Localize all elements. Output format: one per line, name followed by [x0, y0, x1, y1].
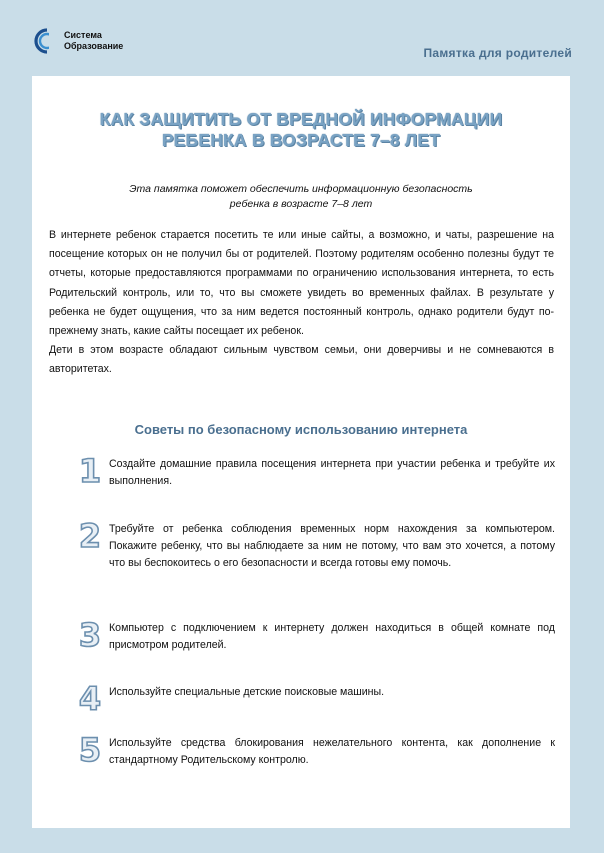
tip-text-3: Компьютер с подключением к интернету должен находиться в общей комнате под присмотром родителей. — [109, 622, 555, 651]
intro-text — [32, 182, 570, 212]
title-line-2: РЕБЕНКА В ВОЗРАСТЕ 7–8 ЛЕТ — [161, 130, 441, 150]
tip-number-2: 2 — [78, 517, 102, 555]
tip-text-2: Требуйте от ребенка соблюдения временных норм нахождения за компьютером. Покажите ребенку, что вы наблюдаете за ним не потому, что вам это хочется, а потому что вы беспокоитесь о его безопасности и всегда готовы ему помочь. — [109, 523, 555, 569]
logo-mark-icon — [34, 24, 60, 58]
tip-text-5: Используйте средства блокирования нежелательного контента, как дополнение к стандартному Родительскому контролю. — [109, 737, 555, 766]
logo-line-2: Образование — [64, 41, 124, 51]
logo-line-1: Система — [64, 30, 102, 40]
logo-text — [64, 30, 123, 52]
intro-line-1: Эта памятка поможет обеспечить информационную безопасность — [129, 183, 473, 195]
intro-line-2: ребенка в возрасте 7–8 лет — [229, 198, 373, 210]
body-paragraph-2: Дети в этом возрасте обладают сильным чувством семьи, они доверчивы и не сомневаются в авторитетах. — [49, 344, 554, 376]
logo — [34, 24, 123, 58]
body-paragraph-1: В интернете ребенок старается посетить те или иные сайты, а возможно, и чаты, разрешение на посещение которых он не получил бы от родителей. Поэтому родителям особенно полезны будут те отчеты, которые предоставляются программами по ограничению использования интернета, то есть Родительский контроль, или то, что вы сможете увидеть во временных файлах. В результате у ребенка не будет ощущения, что за ним ведется постоянный контроль, однако родители будут по-прежнему знать, какие сайты посещает их ребенок. — [49, 229, 554, 338]
content-card — [32, 76, 570, 828]
tip-text-1: Создайте домашние правила посещения интернета при участии ребенка и требуйте их выполнения. — [109, 458, 555, 487]
tip-number-4: 4 — [78, 680, 102, 718]
tip-number-3: 3 — [78, 616, 102, 654]
body-text — [49, 226, 554, 380]
tip-text-4: Используйте специальные детские поисковые машины. — [109, 686, 385, 698]
header-label: Памятка для родителей — [423, 46, 572, 60]
tips-heading: Советы по безопасному использованию интернета — [134, 422, 468, 437]
tip-number-5: 5 — [78, 731, 102, 769]
tip-number-1: 1 — [78, 452, 102, 490]
page-title — [32, 109, 570, 151]
title-line-1: КАК ЗАЩИТИТЬ ОТ ВРЕДНОЙ ИНФОРМАЦИИ — [99, 109, 503, 129]
